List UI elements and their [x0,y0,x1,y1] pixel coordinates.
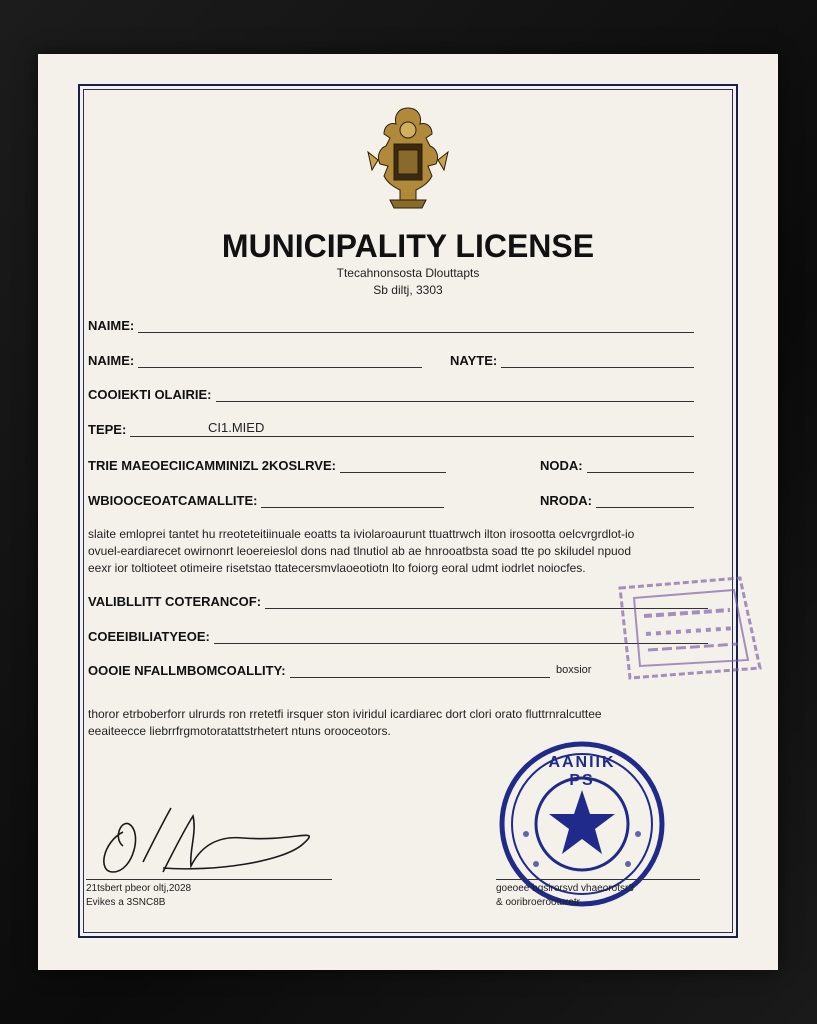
field-specialty-label: COEEIBILIATYEOE: [88,629,210,644]
field-validity-label: VALIBLLITT COTERANCOF: [88,594,262,609]
right-signature-caption-2: & ooribroerooturetr [496,897,580,908]
field-name-2-label: NAIME: [88,353,135,368]
field-name-1-line[interactable] [138,331,694,333]
field-area-right-line[interactable] [596,506,694,508]
field-trade [88,458,446,473]
document-subtitle: Ttecahnonsosta Dlouttapts [336,266,480,280]
field-name-1-label: NAIME: [88,318,135,333]
field-area [88,493,444,508]
field-type-label: TEPE: [88,422,127,437]
field-occupation-line[interactable] [216,400,695,402]
field-area-right [540,493,694,508]
field-area-label: WBIOOCEOATCAMALLITE: [88,493,258,508]
field-name-2-line[interactable] [138,366,422,368]
field-origin-line[interactable] [290,676,550,678]
field-trade-right-line[interactable] [587,471,694,473]
seal-text: AANIIK PS [548,754,616,789]
field-type-value: CI1.MIED [208,420,265,435]
field-occupation [88,387,694,402]
ink-stamp [610,568,770,688]
coat-of-arms-emblem [360,104,456,216]
field-origin-value: boxsior [556,664,592,676]
field-occupation-label: COOIEKTI OLAIRIE: [88,387,212,402]
left-signature-caption [86,882,191,910]
left-signature-line[interactable] [86,878,332,880]
field-type-line[interactable] [130,435,694,437]
left-signature-caption-1: 21tsbert pbeor oltj,2028 [86,883,192,894]
terms-line-1: slaite emloprei tantet hu rreoteteitiinuale eoatts ta iviolaroaurunt ttuattrwch ilton irosootta oelcvrgrdlot-io [88,527,635,541]
field-trade-line[interactable] [340,471,446,473]
document-date-line: Sb diltj, 3303 [373,283,443,297]
document-title: MUNICIPALITY LICENSE [221,228,595,264]
handwritten-signature [93,802,333,882]
right-signature-line[interactable] [496,878,700,880]
notice-line-2: eeaiteecce liebrrfrgmotoratattstrhetert ntuns orooceotors. [88,724,391,738]
field-name-1 [88,318,694,333]
license-paper [38,54,778,970]
field-name-2 [88,353,422,368]
field-origin [88,663,550,678]
terms-line-2: ovuel-eardiarecet owirnonrt leoereieslol dons nad tlnutiol ab ae hnrooatbsta soad tte po skiludel npuod [88,544,632,558]
field-area-right-label: NRODA: [540,493,592,508]
field-trade-right-label: NODA: [540,458,583,473]
right-signature-caption [496,882,634,910]
notice-paragraph [88,706,718,740]
field-name-2-right [450,353,694,368]
field-trade-right [540,458,694,473]
terms-line-3: eexr ior toltioteet otimeire risetstao ttatecersmvlaoeotiotn lto foiorg eoral udmt iodrlet noiocfes. [88,561,586,575]
field-name-2-right-line[interactable] [501,366,694,368]
field-area-line[interactable] [261,506,444,508]
notice-line-1: thoror etrboberforr ulrurds ron rretetfi irsquer ston iviridul icardiarec dort clori orato fluttrnralcuttee [88,707,602,721]
left-signature-caption-2: Evikes a 3SNC8B [86,897,166,908]
field-trade-label: TRIE MAEOECIICAMMINIZL 2KOSLRVE: [88,458,336,473]
right-signature-caption-1: goeoee bqsirorsvd vhaeorotsr3 [496,883,634,894]
field-origin-label: OOOIE NFALLMBOMCOALLITY: [88,663,286,678]
field-type [88,422,694,437]
field-name-2-right-label: NAYTE: [450,353,498,368]
